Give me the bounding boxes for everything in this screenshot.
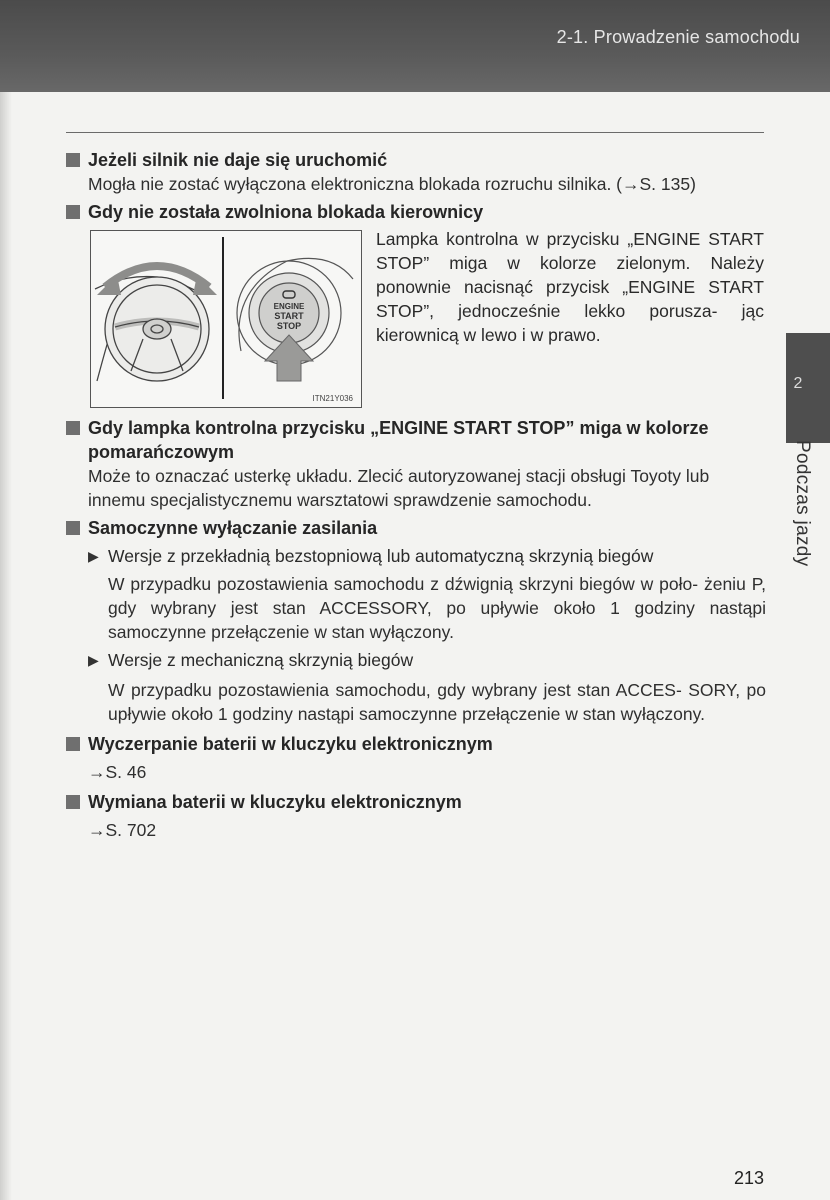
subsection-title: ▶ Wersje z przekładnią bezstopniową lub automatyczną skrzynią biegów [88,546,654,566]
page-reference: →S. 46 [88,762,147,782]
button-label: STOP [276,321,302,331]
section-body: Lampka kontrolna w przycisku „ENGINE START STOP” miga w kolorze zielonym. Należy ponownie nacisnąć przycisk „ENGINE START STOP”, jednocześnie lekko porusza- jąc kierownicą w lewo i w prawo. [376,229,764,345]
subsection-title: ▶ Wersje z mechaniczną skrzynią biegów [88,650,414,670]
binding-shadow [0,92,12,1200]
section-body: Mogła nie zostać wyłączona elektroniczna blokada rozruchu silnika. (→S. 135) [88,174,696,194]
square-bullet-icon [66,795,80,809]
page-content [66,148,766,842]
chapter-label: Podczas jazdy [792,440,813,567]
section-heading: Gdy lampka kontrolna przycisku „ENGINE START STOP” miga w kolorze pomarańczowym [66,416,766,464]
subsection-body: W przypadku pozostawienia samochodu, gdy wybrany jest stan ACCES- SORY, po upływie około 1 godziny nastąpi samoczynne przełączenie w stan wyłączony. [108,680,766,724]
page-reference: →S. 702 [88,820,157,840]
button-label: ENGINE [273,302,305,311]
steering-wheel-illustration [91,231,361,407]
square-bullet-icon [66,205,80,219]
figure-block [66,230,766,410]
square-bullet-icon [66,421,80,435]
steering-figure [90,230,362,408]
square-bullet-icon [66,737,80,751]
triangle-bullet-icon: ▶ [88,548,99,564]
triangle-bullet-icon: ▶ [88,652,99,668]
chapter-number: 2 [793,375,803,392]
section-heading: Samoczynne wyłączanie zasilania [66,516,766,540]
section-heading: Wymiana baterii w kluczyku elektronicznym [66,790,766,814]
button-label: START [274,311,304,321]
page-number: 213 [733,1168,764,1188]
section-body: Może to oznaczać usterkę układu. Zlecić autoryzowanej stacji obsługi Toyoty lub innemu specjalistycznemu warsztatowi sprawdzenie samochodu. [88,466,710,510]
subsection-body: W przypadku pozostawienia samochodu z dźwignią skrzyni biegów w poło- żeniu P, gdy wybrany jest stan ACCESSORY, po upływie około 1 godziny nastąpi samoczynne przełączenie w stan wyłączony. [108,574,766,642]
arrow-left-icon [97,275,121,295]
section-heading: Wyczerpanie baterii w kluczyku elektronicznym [66,732,766,756]
chapter-tab [786,333,830,443]
section-heading: Gdy nie została zwolniona blokada kierownicy [66,200,766,224]
figure-code: ITN21Y036 [312,394,353,403]
section-title: 2-1. Prowadzenie samochodu [556,27,800,47]
section-heading: Jeżeli silnik nie daje się uruchomić [66,148,766,172]
top-rule [66,132,764,133]
square-bullet-icon [66,521,80,535]
header-band [0,0,830,92]
square-bullet-icon [66,153,80,167]
arrow-right-icon [193,275,217,295]
